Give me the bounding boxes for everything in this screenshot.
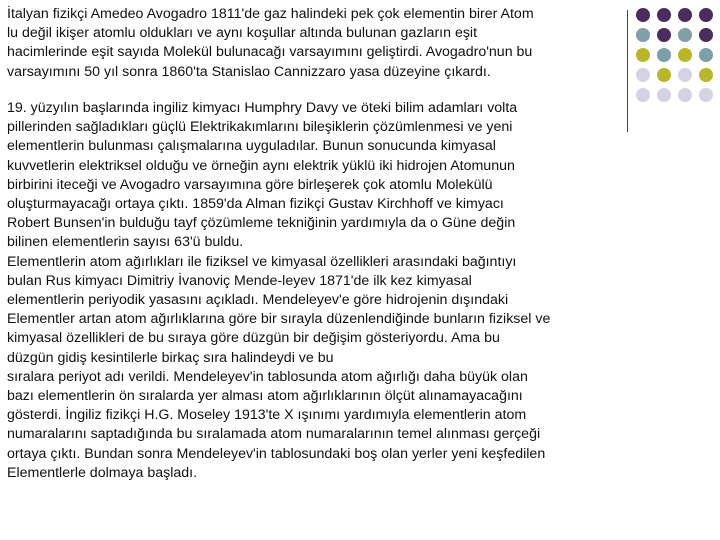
decorative-dot <box>699 8 713 22</box>
decorative-dot <box>636 8 650 22</box>
text-line: 19. yüzyılın başlarında ingiliz kimyacı Humphry Davy ve öteki bilim adamları volta <box>7 100 518 116</box>
decorative-dot <box>678 28 692 42</box>
text-line: numaralarını saptadığında bu sıralamada atom numaralarının temel alınması gerçeği <box>7 426 541 443</box>
decorative-dot <box>699 88 713 102</box>
decorative-dot <box>678 88 692 102</box>
decorative-dot <box>636 48 650 62</box>
text-line: kuvvetlerin elektriksel olduğu ve örneğin aynı elektrik yüklü iki hidrojen Atomunun <box>7 157 515 174</box>
paragraph-avogadro <box>7 5 534 82</box>
text-line: elementlerin bulunması çalışmalarına uyguladılar. Bunun sonucunda kimyasal <box>7 138 496 155</box>
text-line: düzgün gidiş kesintilerle birkaç sıra halindeydi ve bu <box>7 349 334 366</box>
text-line: Elementler artan atom ağırlıklarına göre bir sırayla düzenlendiğinde bunların fiziksel ve <box>7 311 551 328</box>
decorative-dot <box>678 8 692 22</box>
text-line: gösterdi. İngiliz fizikçi H.G. Moseley 1913'te X ışınımı yardımıyla elementlerin atom <box>7 407 527 424</box>
text-line: varsayımını 50 yıl sonra 1860'ta Stanislao Cannizzaro yasa düzeyine çıkardı. <box>7 63 491 80</box>
decorative-dot <box>657 28 671 42</box>
decorative-dot-grid <box>636 8 720 108</box>
decorative-dot <box>636 28 650 42</box>
vertical-divider <box>627 10 628 132</box>
decorative-dot <box>657 68 671 82</box>
paragraph-periodic-law <box>7 99 550 483</box>
text-line: bilinen elementlerin sayısı 63'ü buldu. <box>7 234 244 251</box>
decorative-dot <box>699 48 713 62</box>
text-line: İtalyan fizikçi Amedeo Avogadro 1811'de gaz halindeki pek çok elementin birer Atom <box>7 6 534 22</box>
text-line: lu değil ikişer atomlu oldukları ve aynı koşullar altında bulunan gazların eşit <box>7 25 478 42</box>
decorative-dot <box>699 28 713 42</box>
text-line: Robert Bunsen'in bulduğu tayf çözümleme tekniğinin yardımıyla da o Güne değin <box>7 215 516 232</box>
decorative-dot <box>636 68 650 82</box>
text-line: kimyasal özellikleri de bu sıraya göre düzgün bir değişim gösteriyordu. Ama bu <box>7 330 500 347</box>
decorative-dot <box>636 88 650 102</box>
decorative-dot <box>678 48 692 62</box>
text-line: bazı elementlerin ön sıralarda yer alması atom ağırlıklarının ölçüt alınamayacağını <box>7 388 523 405</box>
text-line: ortaya çıktı. Bundan sonra Mendeleyev'in tablosundaki boş olan yerler yeni keşfedilen <box>7 445 546 462</box>
text-line: pillerinden sağladıkları güçlü Elektrikakımlarını bileşiklerin çözümlenmesi ve yeni <box>7 119 513 136</box>
text-line: Elementlerin atom ağırlıkları ile fiziksel ve kimyasal özellikleri arasındaki bağıntıyı <box>7 253 517 270</box>
text-line: oluşturmayacağı ortaya çıktı. 1859'da Alman fizikçi Gustav Kirchhoff ve kimyacı <box>7 196 504 213</box>
text-line: sıralara periyot adı verildi. Mendeleyev'in tablosunda atom ağırlığı daha büyük olan <box>7 368 528 385</box>
decorative-dot <box>657 88 671 102</box>
text-line: hacimlerinde eşit sayıda Molekül bulunacağı varsayımını geliştirdi. Avogadro'nun bu <box>7 44 533 61</box>
decorative-dot <box>657 48 671 62</box>
text-line: birbirini iteceği ve Avogadro varsayımına göre birleşerek çok atomlu Molekülü <box>7 176 493 193</box>
text-line: elementlerin periyodik yasasını açıkladı. Mendeleyev'e göre hidrojenin dışındaki <box>7 292 509 309</box>
decorative-dot <box>699 68 713 82</box>
text-line: Elementlerle dolmaya başladı. <box>7 464 198 481</box>
decorative-dot <box>657 8 671 22</box>
decorative-dot <box>678 68 692 82</box>
text-line: bulan Rus kimyacı Dimitriy İvanoviç Mende-leyev 1871'de ilk kez kimyasal <box>7 272 472 289</box>
